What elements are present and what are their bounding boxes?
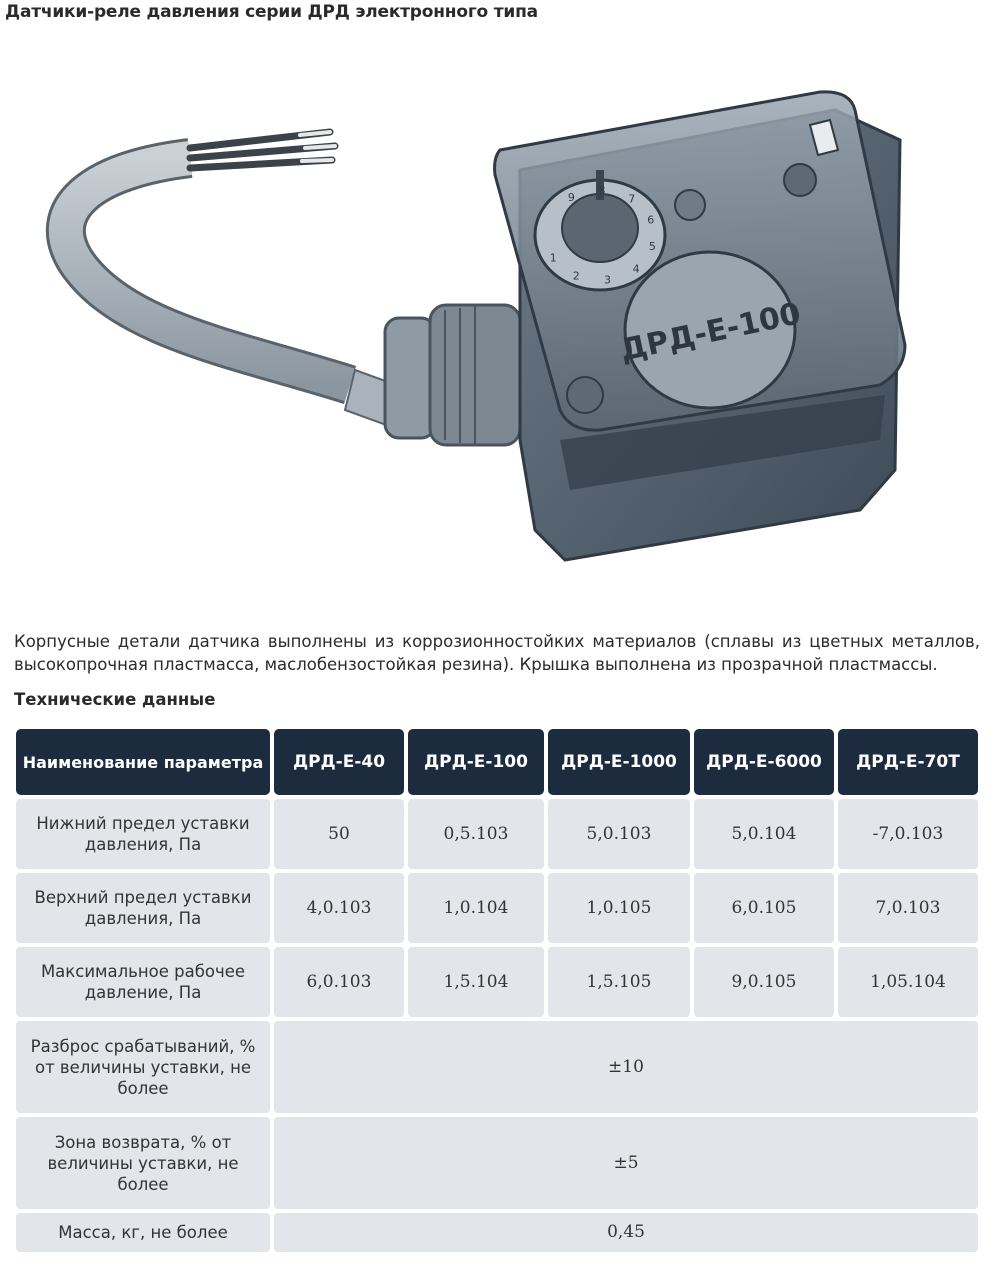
param-name-cell: Масса, кг, не более <box>16 1213 270 1252</box>
technical-data-table <box>12 725 982 1256</box>
param-name-cell: Максимальное рабочее давление, Па <box>16 947 270 1017</box>
dial-number: 8 <box>598 184 606 197</box>
model-label-text: ДРД-Е-100 <box>617 296 804 369</box>
dial-number: 9 <box>567 190 575 204</box>
table-header-cell: ДРД-Е-1000 <box>548 729 690 795</box>
table-row <box>16 1117 978 1209</box>
param-name-cell: Нижний предел уставки давления, Па <box>16 799 270 869</box>
table-header-row <box>16 729 978 795</box>
table-header-cell: ДРД-Е-40 <box>274 729 404 795</box>
value-cell: 9,0.105 <box>694 947 834 1017</box>
section-title: Технические данные <box>14 690 216 709</box>
page-title: Датчики-реле давления серии ДРД электронного типа <box>5 2 538 22</box>
value-cell: 0,5.103 <box>408 799 544 869</box>
table-header-cell: Наименование параметра <box>16 729 270 795</box>
cable <box>66 158 410 430</box>
table-row <box>16 947 978 1017</box>
table-row <box>16 1021 978 1113</box>
value-cell: 50 <box>274 799 404 869</box>
table-row <box>16 873 978 943</box>
value-cell: 5,0.103 <box>548 799 690 869</box>
value-cell: 1,0.104 <box>408 873 544 943</box>
table-header-cell: ДРД-Е-6000 <box>694 729 834 795</box>
merged-value-cell: 0,45 <box>274 1213 978 1252</box>
dial-number: 6 <box>647 213 655 227</box>
value-cell: 6,0.105 <box>694 873 834 943</box>
table-row <box>16 1213 978 1252</box>
value-cell: 1,5.104 <box>408 947 544 1017</box>
value-cell: 6,0.103 <box>274 947 404 1017</box>
pressure-sensor-illustration <box>0 60 1000 600</box>
table-header-cell: ДРД-Е-70Т <box>838 729 978 795</box>
merged-value-cell: ±10 <box>274 1021 978 1113</box>
value-cell: 1,0.105 <box>548 873 690 943</box>
indicator-knob <box>675 190 705 220</box>
param-name-cell: Разброс срабатываний, % от величины уставки, не более <box>16 1021 270 1113</box>
value-cell: 5,0.104 <box>694 799 834 869</box>
value-cell: 1,05.104 <box>838 947 978 1017</box>
dial-number: 5 <box>648 239 656 253</box>
dial-number: 4 <box>632 262 640 276</box>
screw-icon <box>784 164 816 196</box>
value-cell: 4,0.103 <box>274 873 404 943</box>
merged-value-cell: ±5 <box>274 1117 978 1209</box>
table-header-cell: ДРД-Е-100 <box>408 729 544 795</box>
dial-number: 3 <box>604 273 611 287</box>
param-name-cell: Зона возврата, % от величины уставки, не более <box>16 1117 270 1209</box>
dial-number: 1 <box>549 251 557 265</box>
table-row <box>16 799 978 869</box>
value-cell: 1,5.105 <box>548 947 690 1017</box>
value-cell: -7,0.103 <box>838 799 978 869</box>
product-description: Корпусные детали датчика выполнены из коррозионностойких материалов (сплавы из цветных металлов, высокопрочная пластмасса, маслобензостойкая резина). Крышка выполнена из прозрачной пластмассы. <box>14 632 980 674</box>
dial-number: 2 <box>572 269 580 283</box>
value-cell: 7,0.103 <box>838 873 978 943</box>
wires <box>190 132 335 168</box>
cable-gland <box>385 305 520 445</box>
screw-icon <box>567 377 603 413</box>
param-name-cell: Верхний предел уставки давления, Па <box>16 873 270 943</box>
dial-number: 7 <box>628 192 636 206</box>
